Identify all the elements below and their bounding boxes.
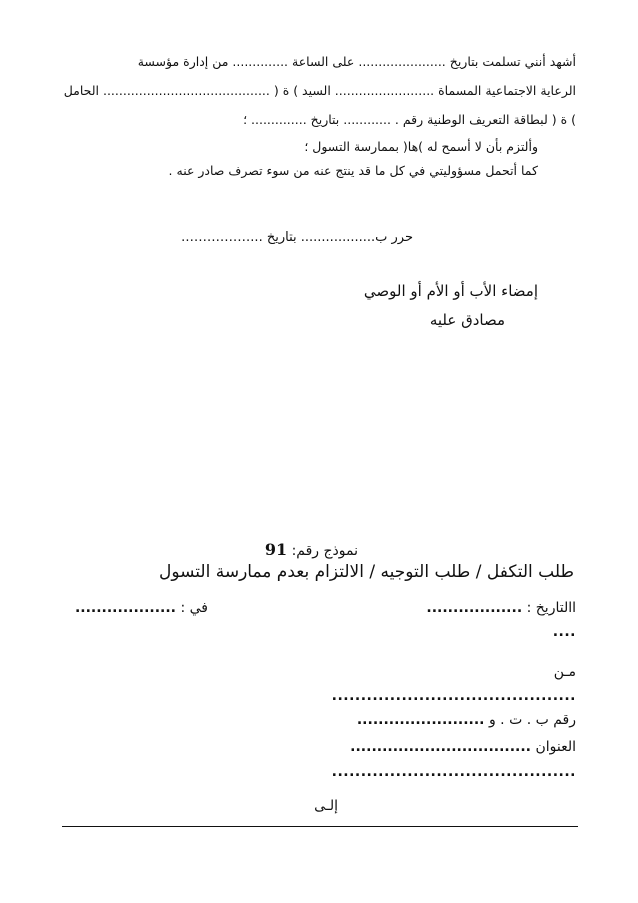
address-dots: ..................................	[350, 739, 531, 755]
from-dots: ..........................................	[331, 688, 576, 704]
date-field	[426, 600, 576, 616]
form-number	[265, 540, 358, 559]
date-dots: ..................	[426, 600, 523, 616]
date-dots-continued: ....	[552, 624, 576, 640]
certified-label: مصادق عليه	[429, 311, 505, 329]
drafted-at-line: حرر ب.................. بتاريخ ...…………….	[181, 230, 413, 245]
form-number-value: 91	[264, 540, 288, 559]
id-label: رقم ب . ت . و	[488, 712, 576, 728]
declaration-line-5: كما أتحمل مسؤوليتي في كل ما قد ينتج عنه من سوء تصرف صادر عنه .	[168, 163, 538, 178]
declaration-line-3: ) ة ( لبطاقة التعريف الوطنية رقم . ............ بتاريخ .............. ؛	[243, 112, 576, 127]
id-dots: ........................	[356, 712, 485, 728]
from-label: مـن	[553, 664, 576, 680]
form-title: طلب التكفل / طلب التوجيه / الالتزام بعدم ممارسة التسول	[158, 562, 574, 582]
address-dots-line-2: ..........................................	[331, 764, 576, 780]
parent-signature-label: إمضاء الأب أو الأم أو الوصي	[363, 282, 538, 300]
in-dots: ...................	[74, 600, 177, 616]
declaration-line-1: أشهد أنني تسلمت بتاريخ ...................... على الساعة .............. من إدارة مؤسسة	[137, 54, 576, 69]
form-number-label: نموذج رقم:	[291, 543, 358, 559]
in-label: في :	[180, 600, 208, 616]
to-label: إلـى	[314, 798, 338, 814]
bottom-divider	[62, 826, 578, 827]
declaration-line-2: الرعاية الاجتماعية المسماة ......................... السيد ) ة ( .......................................... الحامل	[63, 83, 576, 98]
id-field	[357, 712, 576, 728]
address-label: العنوان	[535, 739, 576, 755]
address-field	[350, 739, 576, 755]
date-label: االتاريخ :	[526, 600, 576, 616]
in-field	[75, 600, 208, 616]
declaration-line-4: وألتزم بأن لا أسمح له )ها( بممارسة التسول ؛	[304, 139, 538, 154]
